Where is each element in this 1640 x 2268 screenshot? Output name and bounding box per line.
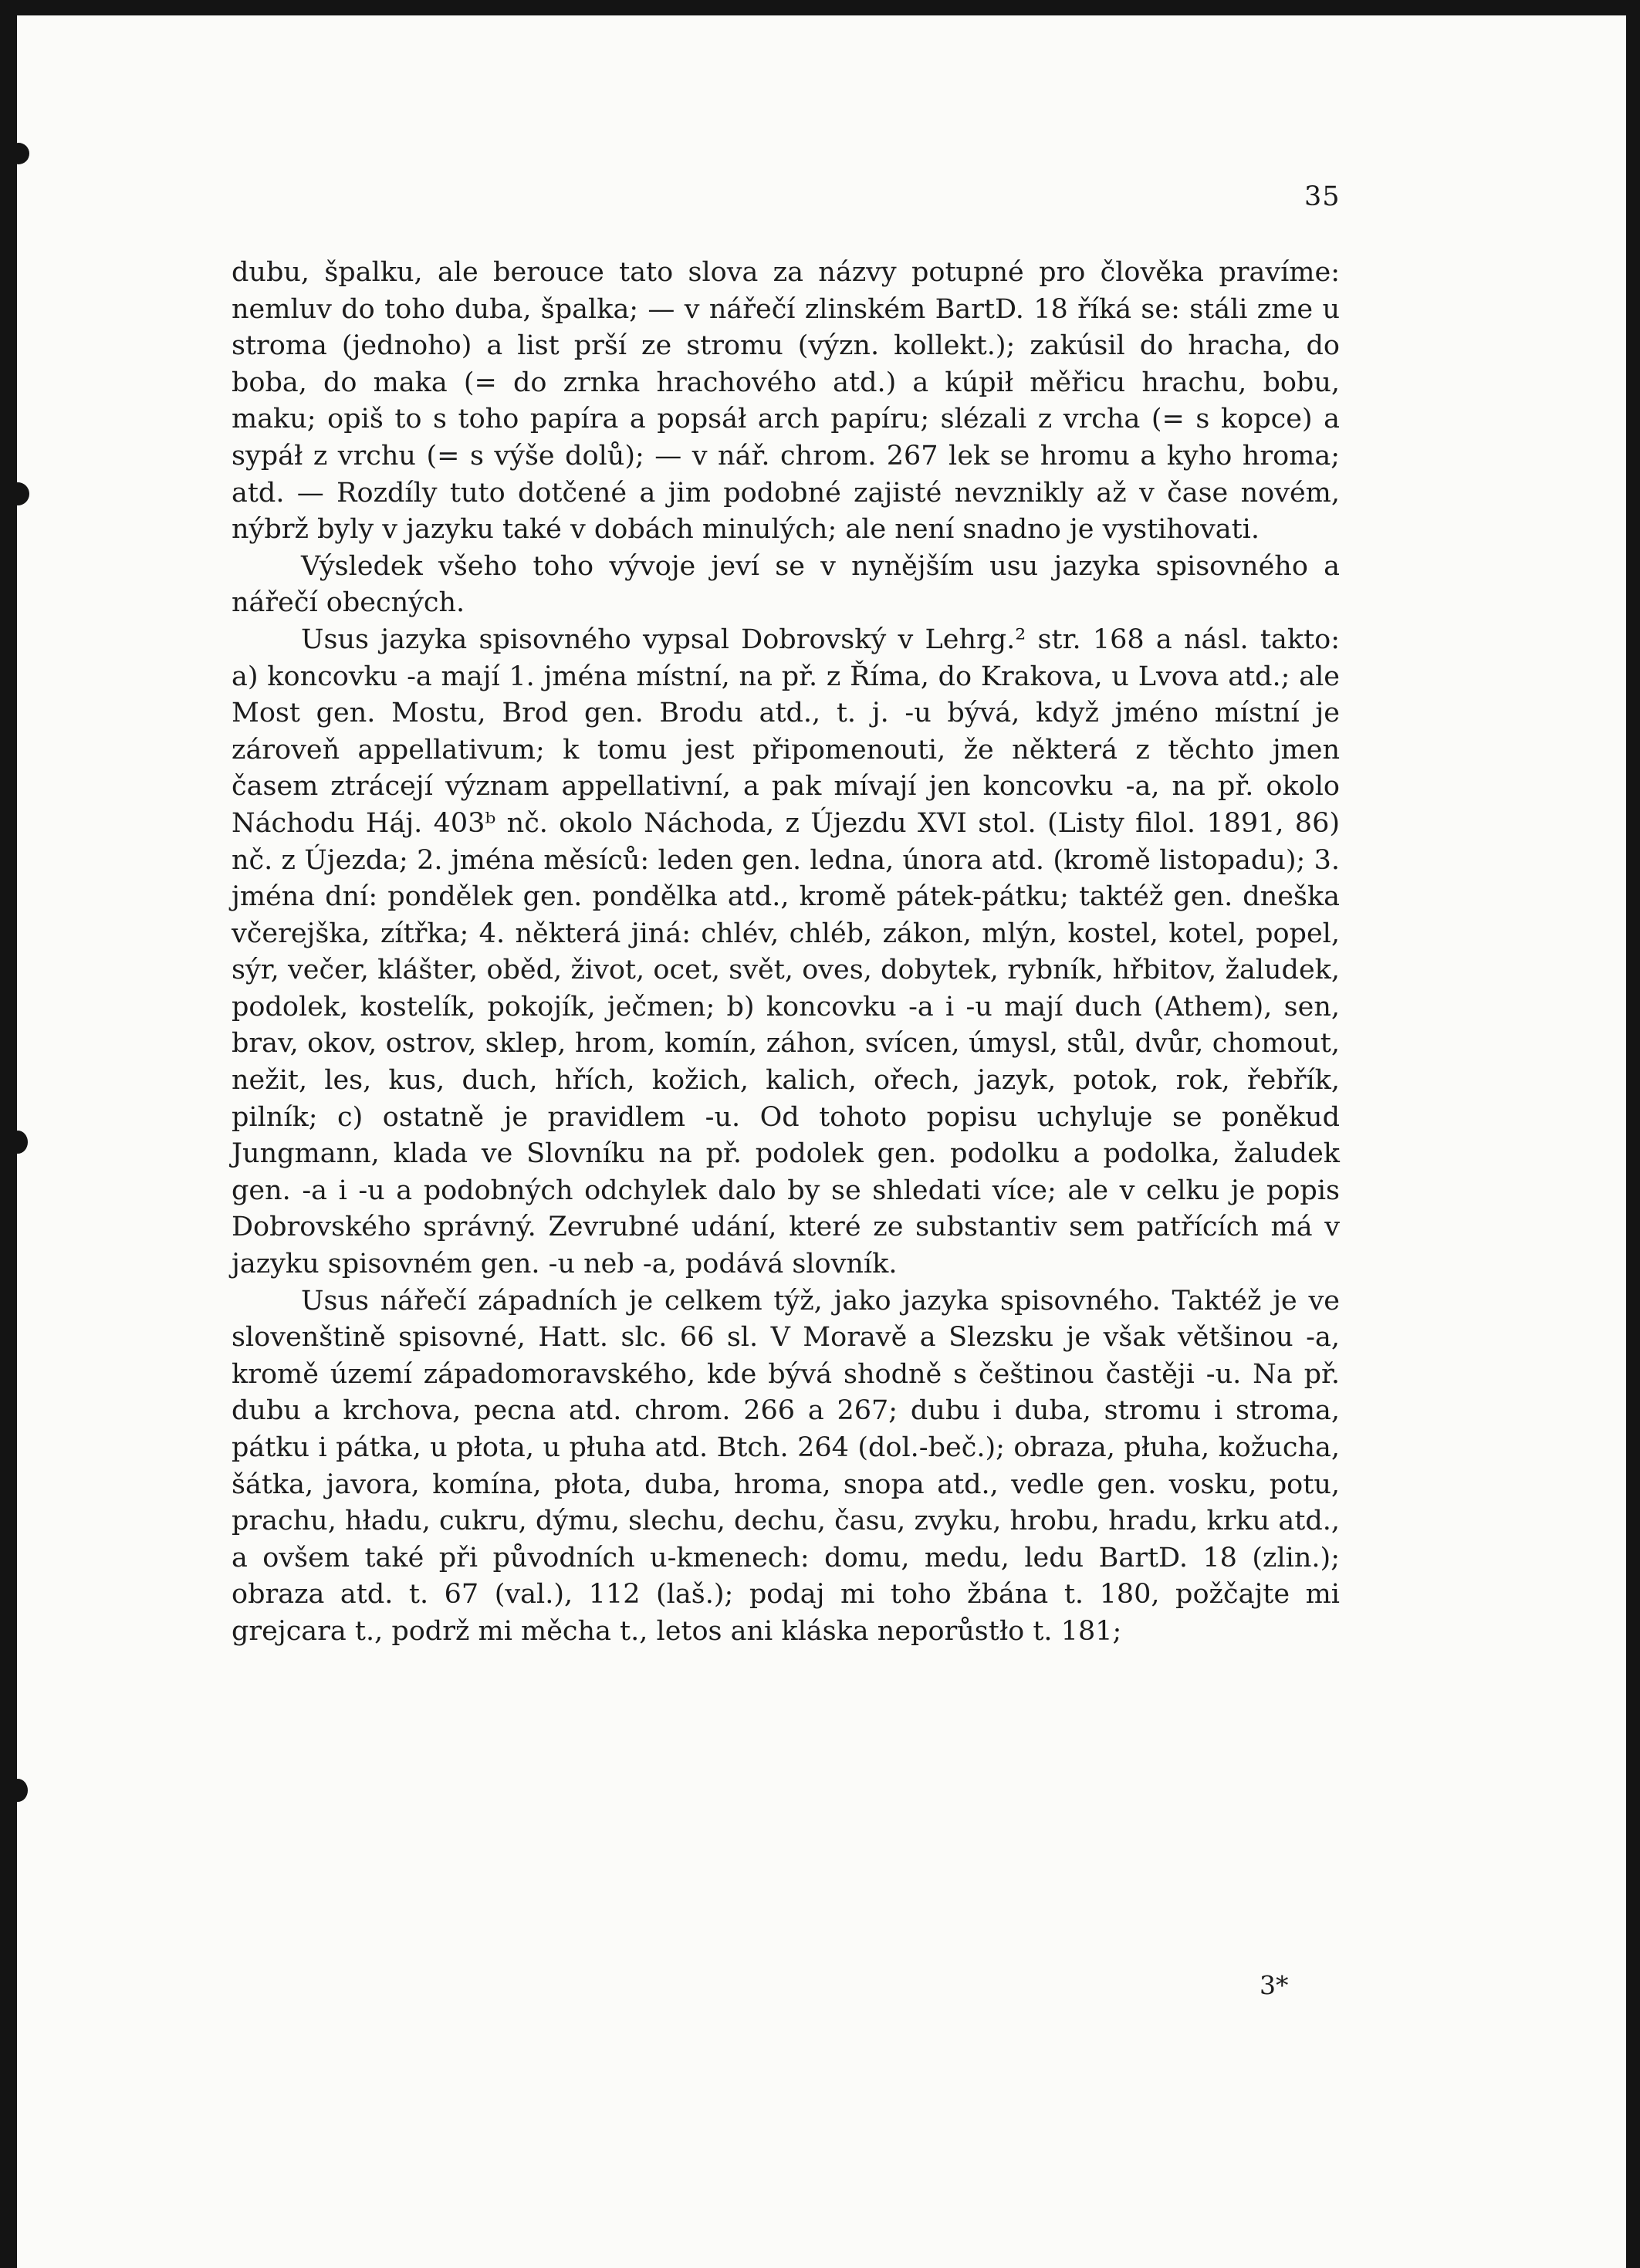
printer-signature-mark: 3* [1260, 1970, 1289, 2000]
binding-thread-mark [8, 1779, 28, 1802]
scan-top-border [0, 0, 1640, 15]
paragraph-western-dialects: Usus nářečí západních je celkem týž, jako jazyka spisovného. Taktéž je ve slovenštině spisovné, Hatt. slc. 66 sl. V Moravě a Slezsku je však většinou -a, kromě území západomoravského, kde bývá shodně s češtinou častěji -u. Na př. dubu a krchova, pecna atd. chrom. 266 a 267; dubu i duba, stromu i stroma, pátku i pátka, u płota, u płuha atd. Btch. 264 (dol.-beč.); obraza, płuha, kožucha, šátka, javora, komína, płota, duba, hroma, snopa atd., vedle gen. vosku, potu, prachu, hładu, cukru, dýmu, slechu, dechu, času, zvyku, hrobu, hradu, krku atd., a ovšem také při původních u-kmenech: domu, medu, ledu BartD. 18 (zlin.); obraza atd. t. 67 (val.), 112 (laš.); podaj mi toho žbána t. 180, požčajte mi grejcara t., podrž mi měcha t., letos ani kláska neporůstło t. 181; [232, 1285, 1340, 1647]
binding-thread-mark [8, 1131, 28, 1154]
binding-thread-mark [8, 143, 29, 164]
binding-thread-mark [6, 482, 29, 505]
paragraph-result: Výsledek všeho toho vývoje jeví se v nynějším usu jazyka spisovného a nářečí obecných. [232, 550, 1340, 619]
page-body [232, 255, 1340, 1651]
paragraph-continued: dubu, špalku, ale berouce tato slova za názvy potupné pro člověka pravíme: nemluv do toho duba, špalka; — v nářečí zlinském BartD. 18 říká se: stáli zme u stroma (jednoho) a list prší ze stromu (význ. kollekt.); zakúsil do hracha, do boba, do maka (= do zrnka hrachového atd.) a kúpił měřicu hrachu, bobu, maku; opiš to s toho papíra a popsáł arch papíru; slézali z vrcha (= s kopce) a sypáł z vrchu (= s výše dolů); — v nář. chrom. 267 lek se hromu a kyho hroma; atd. — Rozdíly tuto dotčené a jim podobné zajisté nevznikly až v čase novém, nýbrž byly v jazyku také v dobách minulých; ale není snadno je vystihovati. [232, 257, 1340, 546]
paragraph-literary-usage: Usus jazyka spisovného vypsal Dobrovský v Lehrg.² str. 168 a násl. takto: a) koncovku -a mají 1. jména místní, na př. z Říma, do Krakova, u Lvova atd.; ale Most gen. Mostu, Brod gen. Brodu atd., t. j. -u bývá, když jméno místní je zároveň appellativum; k tomu jest připomenouti, že některá z těchto jmen časem ztrácejí význam appellativní, a pak mívají jen koncovku -a, na př. okolo Náchodu Háj. 403ᵇ nč. okolo Náchoda, z Újezdu XVI stol. (Listy filol. 1891, 86) nč. z Újezda; 2. jména měsíců: leden gen. ledna, února atd. (kromě listopadu); 3. jména dní: pondělek gen. pondělka atd., kromě pátek-pátku; taktéž gen. dneška včerejška, zítřka; 4. některá jiná: chlév, chléb, zákon, mlýn, kostel, kotel, popel, sýr, večer, klášter, oběd, život, ocet, svět, oves, dobytek, rybník, hřbitov, žaludek, podolek, kostelík, pokojík, ječmen; b) koncovku -a i -u mají duch (Athem), sen, brav, okov, ostrov, sklep, hrom, komín, záhon, svícen, úmysl, stůl, dvůr, chomout, nežit, les, kus, duch, hřích, kožich, kalich, ořech, jazyk, potok, rok, řebřík, pilník; c) ostatně je pravidlem -u. Od tohoto popisu uchyluje se poněkud Jungmann, klada ve Slovníku na př. podolek gen. podolku a podolka, žaludek gen. -a i -u a podobných odchylek dalo by se shledati více; ale v celku je popis Dobrovského správný. Zevrubné udání, které ze substantiv sem patřících má v jazyku spisovném gen. -u neb -a, podává slovník. [232, 624, 1340, 1280]
page-number: 35 [1304, 181, 1341, 212]
scan-right-border [1626, 0, 1640, 2268]
